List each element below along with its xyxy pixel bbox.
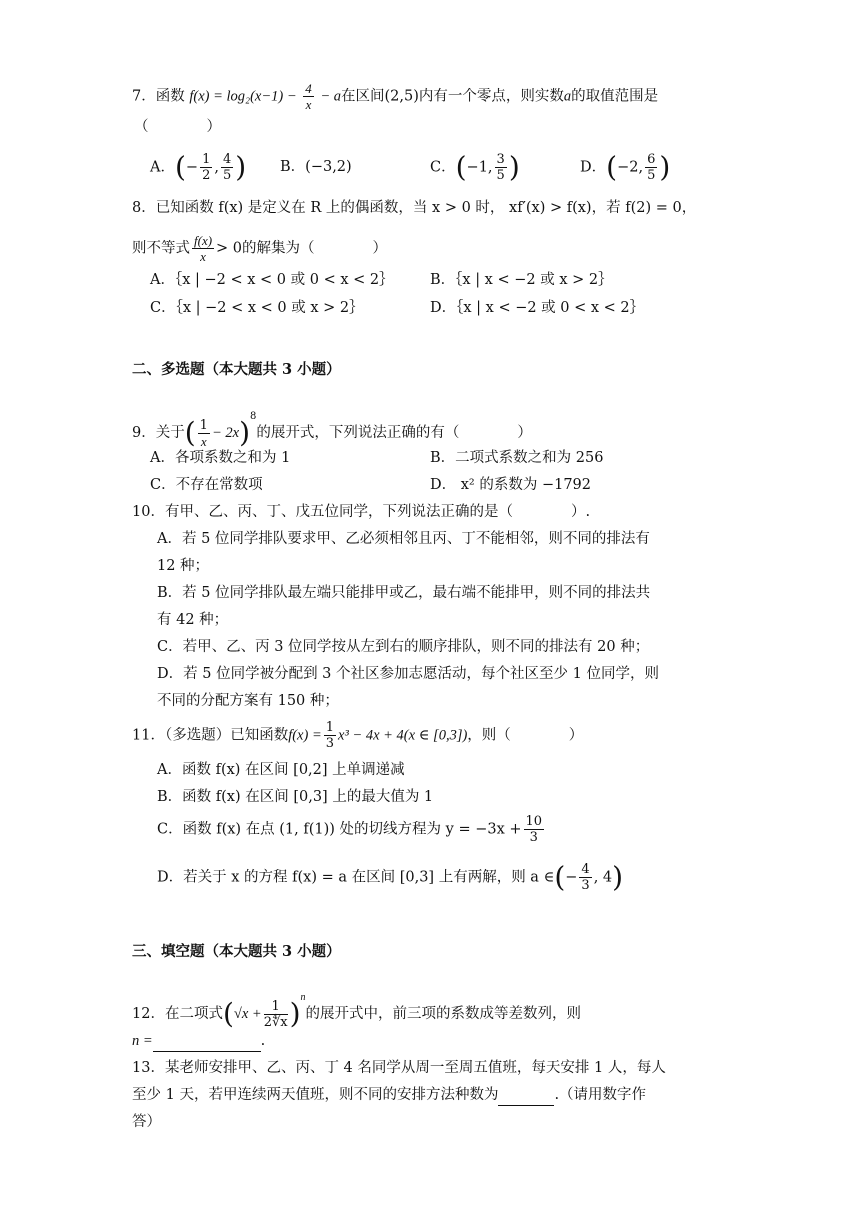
- q11-option-c: C．函数 f(x) 在点 (1, f(1)) 处的切线方程为 y = −3x + $\frac{10}{3}$: [157, 814, 543, 845]
- q13-stem: 13．某老师安排甲、乙、丙、丁 4 名同学从周一至周五值班，每天安排 1 人，每人: [132, 1060, 666, 1076]
- q10-option-d: D．若 5 位同学被分配到 3 个社区参加志愿活动，每个社区至少 1 位同学，则: [157, 666, 659, 682]
- q7-stem: 7．函数 f(x) = log₂(x−1) − $\frac{4}{x}$ − a在区间(2,5)内有一个零点，则实数a的取值范围是: [132, 81, 659, 112]
- q11-option-b: B．函数 f(x) 在区间 [0,3] 上的最大值为 1: [157, 789, 434, 805]
- q13-stem-3: 答）: [132, 1114, 161, 1130]
- q7-answer-paren: （ ）: [134, 119, 221, 135]
- q12-answer-line: n = .: [132, 1031, 265, 1052]
- q8-option-c: C．｛x | −2 < x < 0 或 x > 2｝: [150, 300, 364, 316]
- q10-option-b-cont: 有 42 种；: [157, 612, 229, 628]
- q7-option-a: A．(− $\frac{1}{2}$ , $\frac{4}{5}$ ): [150, 150, 247, 184]
- q12-stem: 12．在二项式(√x + $\frac{1}{2∜x}$ )$^n$的展开式中，前三项的系数成等差数列，则: [132, 992, 582, 1030]
- q9-option-a: A．各项系数之和为 1: [150, 450, 291, 466]
- q10-stem: 10．有甲、乙、丙、丁、戊五位同学，下列说法正确的是（ ）.: [132, 504, 591, 520]
- q8-stem-2: 则不等式 $\frac{f(x)}{x}$ > 0的解集为（ ）: [132, 233, 388, 264]
- q11-option-d: D．若关于 x 的方程 f(x) = a 在区间 [0,3] 上有两解，则 a ∈(− $\frac{4}{3}$ , 4): [157, 860, 624, 894]
- q11-option-a: A．函数 f(x) 在区间 [0,2] 上单调递减: [157, 762, 405, 778]
- q8-stem: 8．已知函数 f(x) 是定义在 R 上的偶函数，当 x > 0 时， xf′(x) > f(x)，若 f(2) = 0，: [132, 200, 697, 216]
- q9-option-c: C．不存在常数项: [150, 477, 263, 493]
- q10-option-d-cont: 不同的分配方案有 150 种；: [157, 693, 339, 709]
- section-heading-fill-in: 三、填空题（本大题共 3 小题）: [132, 943, 341, 960]
- q13-stem-2: 至少 1 天，若甲连续两天值班，则不同的安排方法种数为 .（请用数字作: [132, 1085, 646, 1106]
- q9-option-d: D． x² 的系数为 −1792: [430, 477, 591, 493]
- q11-stem: 11．（多选题）已知函数f(x) = $\frac{1}{3}$ x³ − 4x + 4(x ∈ [0,3])，则（ ）: [132, 720, 584, 751]
- q13-answer-blank[interactable]: [498, 1085, 554, 1106]
- q12-answer-blank[interactable]: [153, 1031, 261, 1052]
- q7-option-d: D．(−2, $\frac{6}{5}$ ): [580, 150, 671, 184]
- q7-option-b: B．(−3,2): [280, 159, 352, 175]
- q8-option-d: D．｛x | x < −2 或 0 < x < 2｝: [430, 300, 645, 316]
- q10-option-b: B．若 5 位同学排队最左端只能排甲或乙，最右端不能排甲，则不同的排法共: [157, 585, 651, 601]
- q8-option-b: B．｛x | x < −2 或 x > 2｝: [430, 272, 613, 288]
- q10-option-a: A．若 5 位同学排队要求甲、乙必须相邻且丙、丁不能相邻，则不同的排法有: [157, 531, 650, 547]
- q9-stem: 9．关于( $\frac{1}{x}$ − 2x)$^8$的展开式，下列说法正确的有（ ）: [132, 411, 532, 449]
- q10-option-a-cont: 12 种；: [157, 558, 210, 574]
- q7-option-c: C．(−1, $\frac{3}{5}$ ): [430, 150, 520, 184]
- q9-option-b: B．二项式系数之和为 256: [430, 450, 604, 466]
- section-heading-multiple-choice: 二、多选题（本大题共 3 小题）: [132, 361, 341, 378]
- q8-option-a: A．｛x | −2 < x < 0 或 0 < x < 2｝: [150, 272, 394, 288]
- q10-option-c: C．若甲、乙、丙 3 位同学按从左到右的顺序排队，则不同的排法有 20 种；: [157, 639, 650, 655]
